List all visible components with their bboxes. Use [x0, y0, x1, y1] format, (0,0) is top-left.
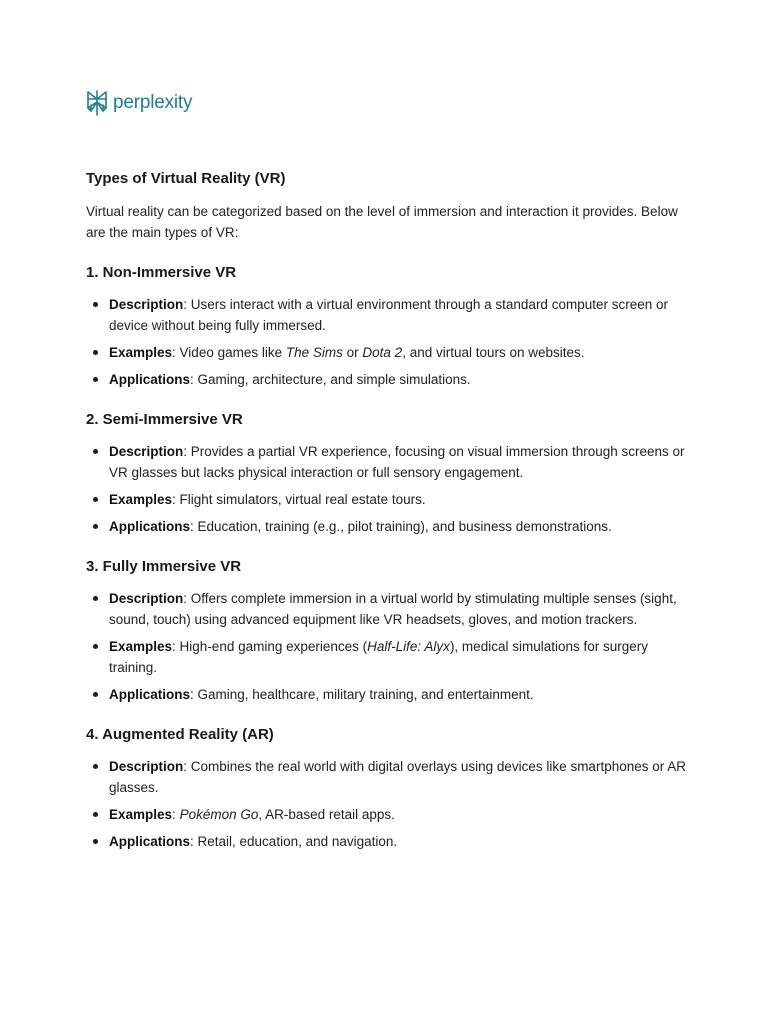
- item-text: : Gaming, architecture, and simple simulations.: [190, 372, 471, 387]
- item-title-italic: Half-Life: Alyx: [367, 639, 450, 654]
- item-label: Examples: [109, 492, 173, 507]
- bullet-list: [86, 294, 686, 390]
- item-label: Description: [109, 759, 184, 774]
- section-title: 4. Augmented Reality (AR): [86, 726, 274, 743]
- item-label: Description: [109, 297, 184, 312]
- item-text: : Education, training (e.g., pilot training), and business demonstrations.: [190, 519, 612, 534]
- item-text: : Combines the real world with digital overlays using devices like smartphones or AR glasses.: [109, 759, 686, 795]
- list-item-examples: [86, 489, 686, 510]
- item-text: ), medical simulations for surgery training.: [109, 639, 649, 675]
- list-item-applications: [86, 684, 686, 705]
- item-text: : Flight simulators, virtual real estate tours.: [172, 492, 426, 507]
- list-item-description: [86, 588, 686, 630]
- item-label: Description: [109, 591, 184, 606]
- list-item-examples: [86, 804, 686, 825]
- section-title: 2. Semi-Immersive VR: [86, 411, 243, 428]
- section-title: 1. Non-Immersive VR: [86, 264, 237, 281]
- item-text: or: [342, 345, 363, 360]
- section-augmented-reality: [86, 724, 686, 852]
- item-text: : Gaming, healthcare, military training, and entertainment.: [190, 687, 534, 702]
- list-item-applications: [86, 831, 686, 852]
- item-text: :: [172, 807, 180, 822]
- item-label: Applications: [109, 834, 191, 849]
- section-non-immersive: [86, 262, 686, 390]
- list-item-description: [86, 294, 686, 336]
- section-semi-immersive: [86, 409, 686, 537]
- item-text: : High-end gaming experiences (: [172, 639, 368, 654]
- intro-paragraph: Virtual reality can be categorized based on the level of immersion and interaction it provides. Below are the main types of VR:: [86, 204, 678, 240]
- list-item-description: [86, 441, 686, 483]
- item-label: Applications: [109, 372, 191, 387]
- item-label: Applications: [109, 519, 191, 534]
- document-content: [86, 168, 686, 858]
- section-fully-immersive: [86, 556, 686, 705]
- brand-name: perplexity: [113, 92, 193, 113]
- list-item-examples: [86, 342, 686, 363]
- list-item-description: [86, 756, 686, 798]
- list-item-applications: [86, 369, 686, 390]
- list-item-applications: [86, 516, 686, 537]
- bullet-list: [86, 756, 686, 852]
- item-text: : Retail, education, and navigation.: [190, 834, 398, 849]
- item-label: Description: [109, 444, 184, 459]
- item-text: , AR-based retail apps.: [258, 807, 395, 822]
- perplexity-logo-icon: [86, 90, 108, 116]
- item-label: Applications: [109, 687, 191, 702]
- page-title: Types of Virtual Reality (VR): [86, 170, 286, 187]
- section-title: 3. Fully Immersive VR: [86, 558, 242, 575]
- bullet-list: [86, 588, 686, 705]
- item-label: Examples: [109, 639, 173, 654]
- list-item-examples: [86, 636, 686, 678]
- item-text: : Offers complete immersion in a virtual world by stimulating multiple senses (sight, sound, touch) using advanced equipment like VR headsets, gloves, and motion trackers.: [109, 591, 677, 627]
- bullet-list: [86, 441, 686, 537]
- item-text: , and virtual tours on websites.: [402, 345, 585, 360]
- item-title-italic: Pokémon Go: [179, 807, 259, 822]
- perplexity-logo: [86, 90, 192, 116]
- item-label: Examples: [109, 345, 173, 360]
- item-text: : Provides a partial VR experience, focusing on visual immersion through screens or VR glasses but lacks physical interaction or full sensory engagement.: [109, 444, 685, 480]
- item-label: Examples: [109, 807, 173, 822]
- item-text: : Video games like: [172, 345, 286, 360]
- item-text: : Users interact with a virtual environment through a standard computer screen or device without being fully immersed.: [109, 297, 668, 333]
- item-title-italic: Dota 2: [362, 345, 403, 360]
- item-title-italic: The Sims: [285, 345, 343, 360]
